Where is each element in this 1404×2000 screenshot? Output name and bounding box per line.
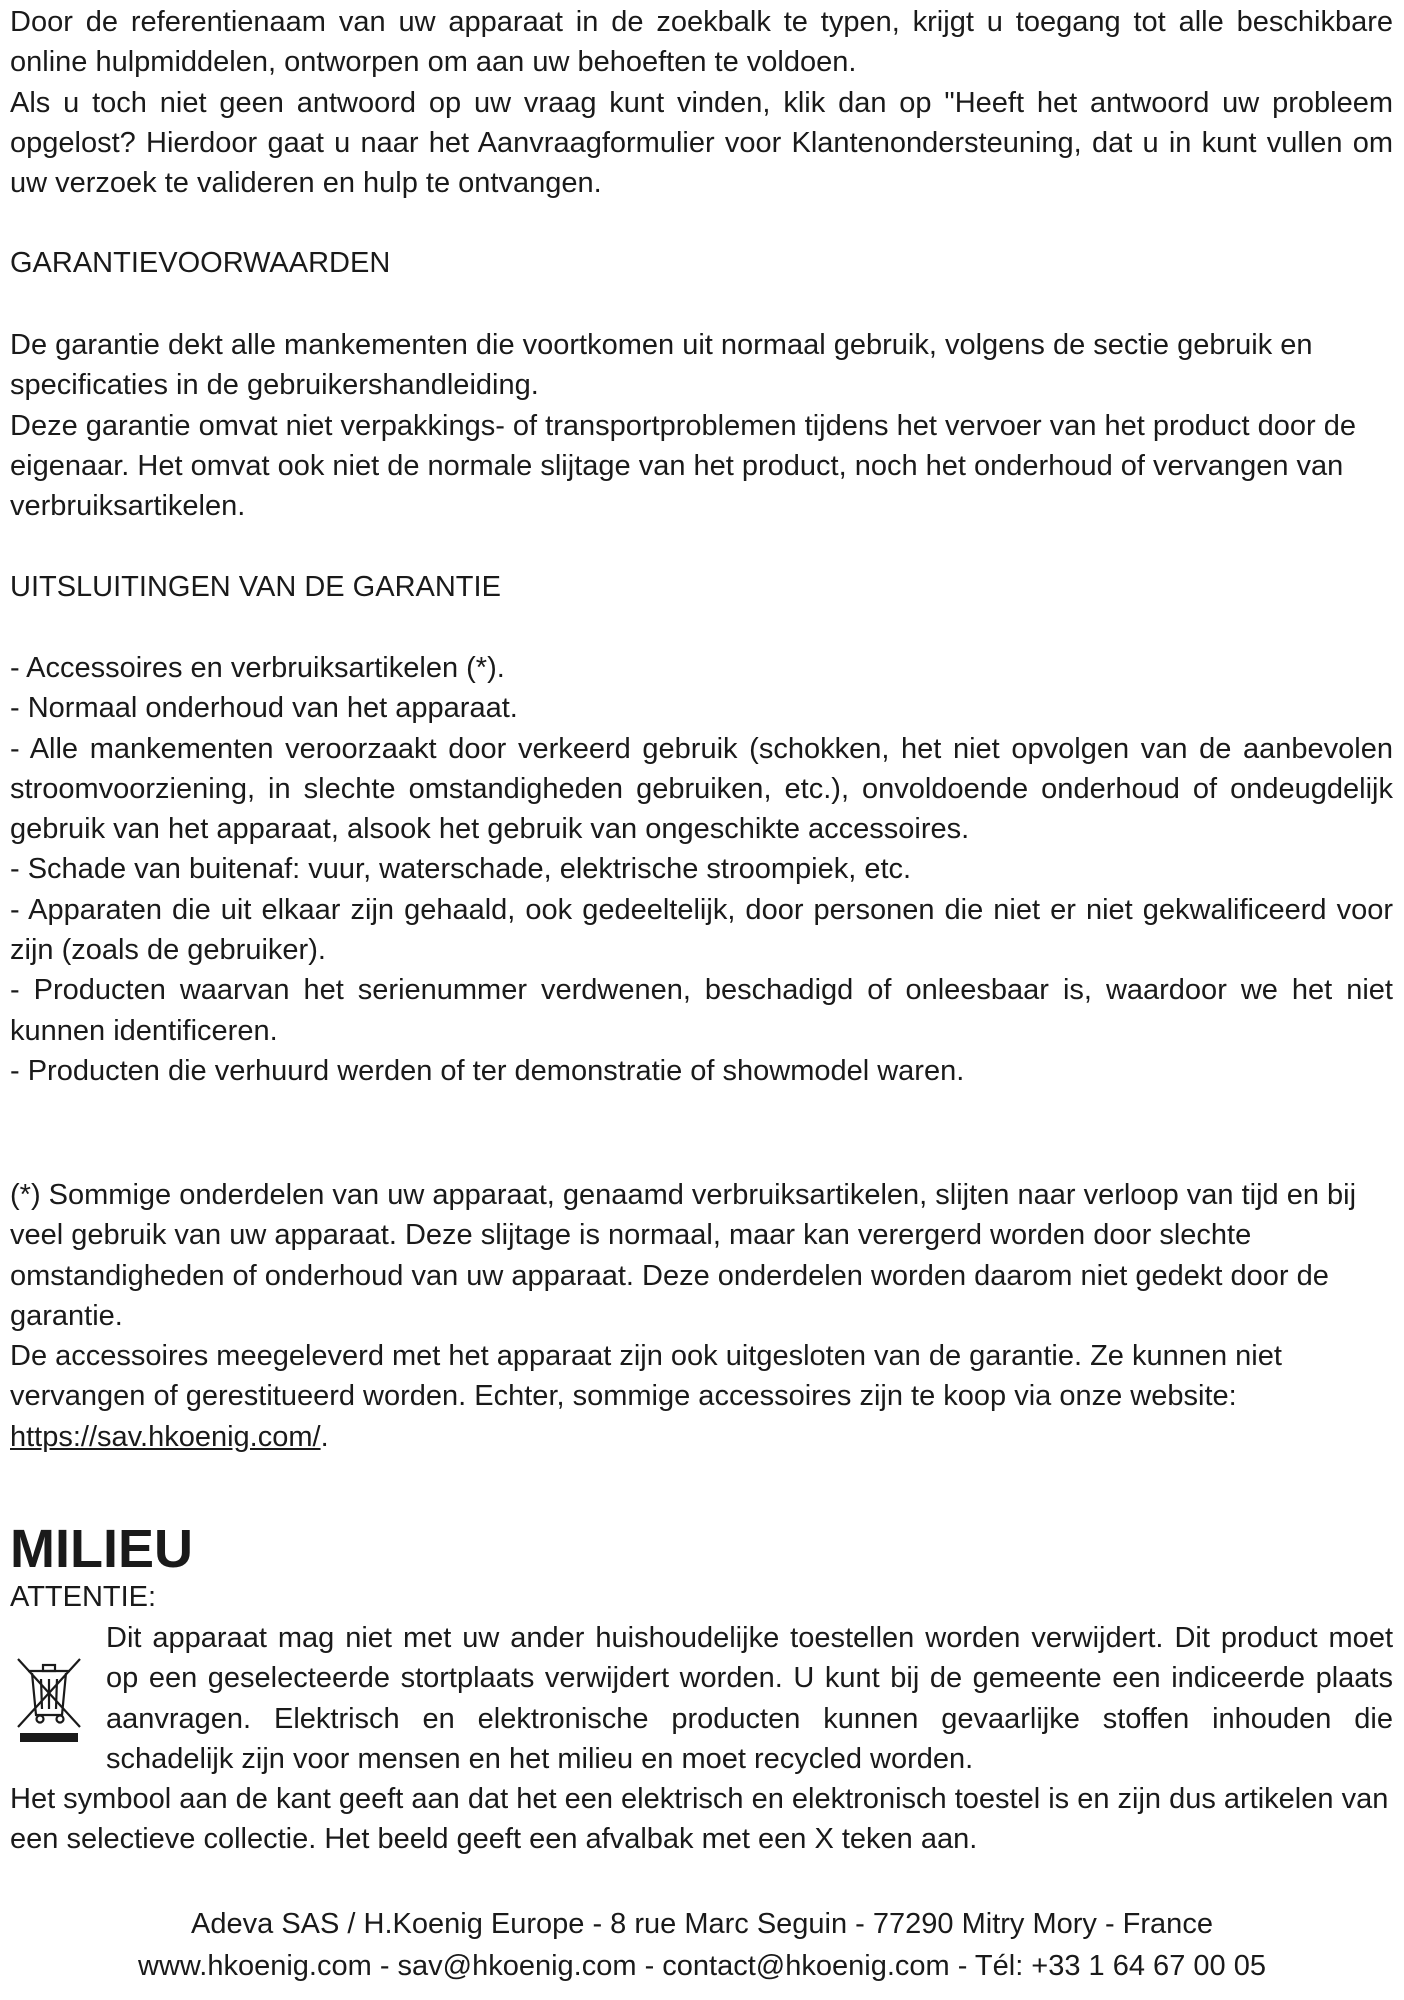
warranty-text xyxy=(10,325,1393,526)
symbol-explanation: Het symbool aan de kant geeft aan dat het een elektrisch en elektronisch toestel is en zijn dus artikelen van een selectieve collectie. Het beeld geeft een afvalbak met een X teken aan. xyxy=(10,1783,1389,1856)
website-link[interactable]: https://sav.hkoenig.com/ xyxy=(10,1420,321,1453)
footer-contacts: www.hkoenig.com - sav@hkoenig.com - contact@hkoenig.com - Tél: +33 1 64 67 00 05 xyxy=(138,1950,1266,1982)
note-paragraph-1: (*) Sommige onderdelen van uw apparaat, genaamd verbruiksartikelen, slijten naar verloop van tijd en bij veel gebruik van uw apparaat. Deze slijtage is normaal, maar kan verergerd worden door slechte omstandigheden of onderhoud van uw apparaat. Deze onderdelen worden daarom niet gedekt door de garantie. xyxy=(10,1179,1357,1332)
exclusion-item-5: - Apparaten die uit elkaar zijn gehaald, ook gedeeltelijk, door personen die niet er niet gekwalificeerd voor zijn (zoals de gebruiker). xyxy=(10,893,1393,967)
exclusions-list xyxy=(10,648,1393,1091)
note-paragraph-2 xyxy=(10,1336,1393,1457)
disposal-text: Dit apparaat mag niet met uw ander huishoudelijke toestellen worden verwijdert. Dit product moet op een geselecteerde stortplaats verwijdert worden. U kunt bij de gemeente een indiceerde plaats aanvragen. Elektrisch en elektronische producten kunnen gevaarlijke stoffen inhouden die schadelijk zijn voor mensen en het milieu en moet recycled worden. xyxy=(106,1622,1393,1775)
exclusion-item-4: - Schade van buitenaf: vuur, waterschade, elektrische stroompiek, etc. xyxy=(10,853,912,886)
intro-text xyxy=(10,2,1393,203)
exclusion-item-3: - Alle mankementen veroorzaakt door verkeerd gebruik (schokken, het niet opvolgen van de aanbevolen stroomvoorziening, in slechte omstandigheden gebruiken, etc.), onvoldoende onderhoud of ondeugdelijk gebruik van het apparaat, alsook het gebruik van ongeschikte accessoires. xyxy=(10,732,1393,846)
warranty-paragraph-1: De garantie dekt alle mankementen die voortkomen uit normaal gebruik, volgens de sectie gebruik en specificaties in de gebruikershandleiding. xyxy=(10,329,1313,402)
note-period: . xyxy=(320,1420,329,1453)
exclusion-item-6: - Producten waarvan het serienummer verdwenen, beschadigd of onleesbaar is, waardoor we het niet kunnen identificeren. xyxy=(10,974,1393,1047)
note-paragraph-2-text: De accessoires meegeleverd met het apparaat zijn ook uitgesloten van de garantie. Ze kunnen niet vervangen of gerestitueerd worden. Echter, sommige accessoires zijn te koop via onze website: xyxy=(10,1340,1282,1413)
attention-label: ATTENTIE: xyxy=(10,1581,157,1613)
crossed-out-bin-icon xyxy=(14,1653,84,1745)
warranty-paragraph-2: Deze garantie omvat niet verpakkings- of transportproblemen tijdens het vervoer van het product door de eigenaar. Het omvat ook niet de normale slijtage van het product, noch het onderhoud of vervangen van verbruiksartikelen. xyxy=(10,409,1357,523)
exclusion-item-1: - Accessoires en verbruiksartikelen (*). xyxy=(10,652,505,684)
exclusions-heading: UITSLUITINGEN VAN DE GARANTIE xyxy=(10,571,501,603)
intro-paragraph-2: Als u toch niet geen antwoord op uw vraag kunt vinden, klik dan op "Heeft het antwoord uw probleem opgelost? Hierdoor gaat u naar het Aanvraagformulier voor Klantenondersteuning, dat u in kunt vullen om uw verzoek te valideren en hulp te ontvangen. xyxy=(10,86,1393,200)
environment-title: MILIEU xyxy=(10,1519,193,1579)
warranty-heading: GARANTIEVOORWAARDEN xyxy=(10,247,391,279)
intro-paragraph-1: Door de referentienaam van uw apparaat in de zoekbalk te typen, krijgt u toegang tot alle beschikbare online hulpmiddelen, ontworpen om aan uw behoeften te voldoen. xyxy=(10,6,1393,79)
exclusion-item-2: - Normaal onderhoud van het apparaat. xyxy=(10,692,518,725)
footer-address: Adeva SAS / H.Koenig Europe - 8 rue Marc Seguin - 77290 Mitry Mory - France xyxy=(191,1908,1213,1940)
exclusion-item-7: - Producten die verhuurd werden of ter demonstratie of showmodel waren. xyxy=(10,1054,965,1087)
consumables-note xyxy=(10,1175,1393,1457)
